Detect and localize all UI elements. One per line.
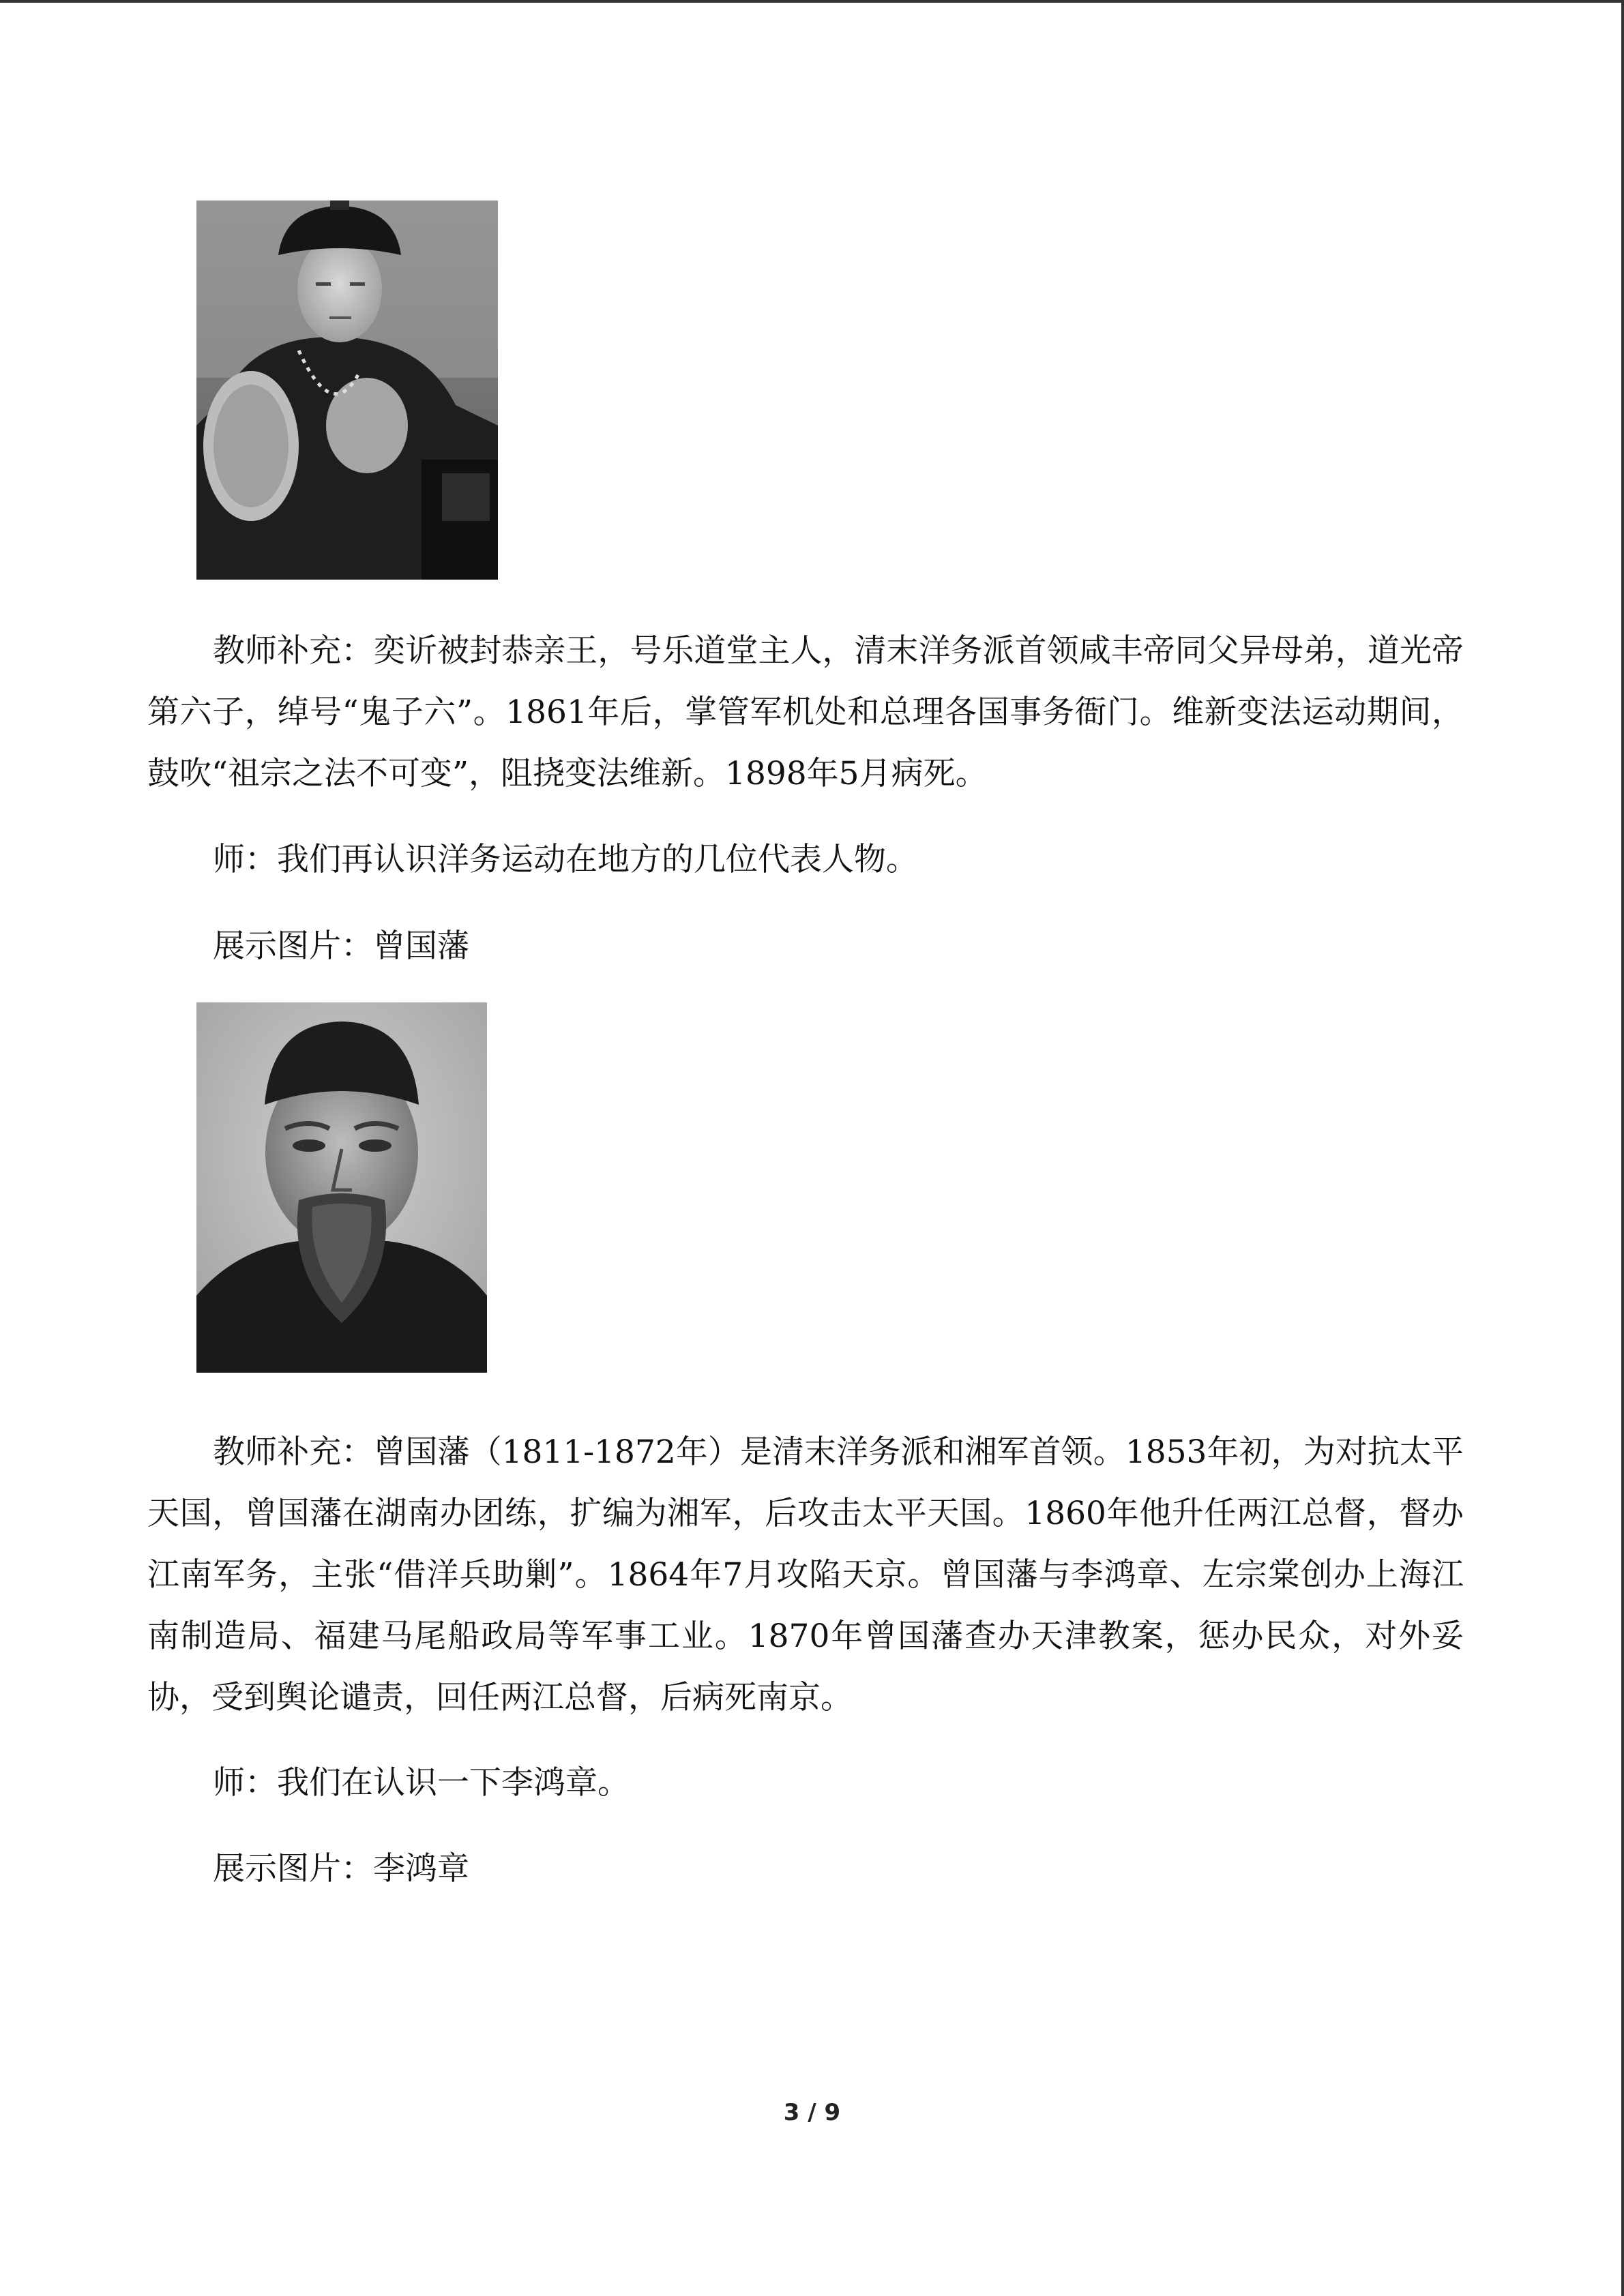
page-number: 3 / 9 (783, 2099, 841, 2126)
zeng-guofan-supplement: 教师补充：曾国藩（1811-1872年）是清末洋务派和湘军首领。1853年初，为对抗太平天国，曾国藩在湖南办团练，扩编为湘军，后攻击太平天国。1860年他升任两江总督，督办江南军务，主张“借洋兵助剿”。1864年7月攻陷天京。曾国藩与李鸿章、左宗棠创办上海江南制造局、福建马尾船政局等军事工业。1870年曾国藩查办天津教案，惩办民众，对外妥协，受到舆论谴责，回任两江总督，后病死南京。 (147, 1433, 1464, 1716)
teacher-remark-1: 师：我们再认识洋务运动在地方的几位代表人物。 (213, 841, 918, 878)
teacher-remark-2: 师：我们在认识一下李鸿章。 (213, 1764, 630, 1802)
show-picture-caption-1: 展示图片：曾国藩 (213, 927, 469, 965)
zeng-guofan-photo (196, 1002, 487, 1373)
page-top-border (0, 0, 1624, 3)
page-right-border (1621, 0, 1624, 2296)
prince-gong-photo (196, 200, 498, 580)
prince-gong-supplement: 教师补充：奕䜣被封恭亲王，号乐道堂主人，清末洋务派首领咸丰帝同父异母弟，道光帝第六子，绰号“鬼子六”。1861年后，掌管军机处和总理各国事务衙门。维新变法运动期间，鼓吹“祖宗之法不可变”，阻挠变法维新。1898年5月病死。 (147, 632, 1464, 792)
show-picture-caption-2: 展示图片：李鸿章 (213, 1850, 469, 1888)
